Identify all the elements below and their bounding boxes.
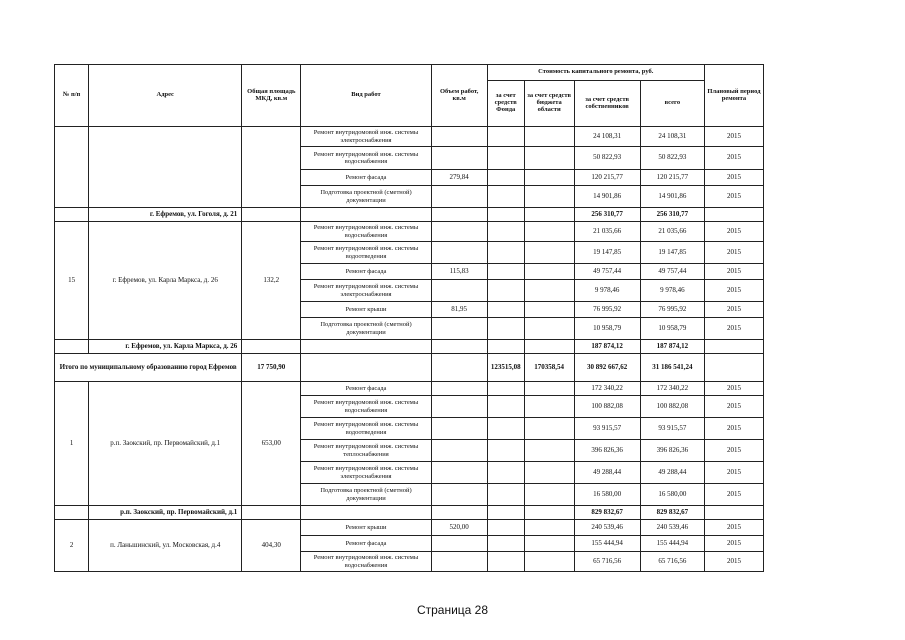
cell-period: 2015 (704, 280, 763, 302)
subtotal-row (55, 208, 764, 222)
cell-budget (524, 186, 574, 208)
cell-total: 155 444,94 (640, 536, 704, 552)
subtotal-address: г. Ефремов, ул. Карла Маркса, д. 26 (89, 340, 242, 354)
cell-total: 16 580,00 (640, 484, 704, 506)
cell-owners: 21 035,66 (574, 222, 640, 242)
cell-period (704, 506, 763, 520)
col-total-header: всего (640, 81, 704, 127)
col-work-type-header: Вид работ (301, 65, 431, 127)
cell-area (242, 127, 301, 208)
municipality-total-total: 31 186 541,24 (640, 354, 704, 382)
municipality-total-area: 17 750,90 (242, 354, 301, 382)
cell-address: г. Ефремов, ул. Карла Маркса, д. 26 (89, 222, 242, 340)
cell-period: 2015 (704, 127, 763, 147)
cell-total: 65 716,56 (640, 552, 704, 572)
cell-budget (524, 552, 574, 572)
cell-volume (431, 418, 487, 440)
cell-fund (487, 506, 524, 520)
col-num-header: № п/п (55, 65, 89, 127)
cell-fund (487, 536, 524, 552)
cell-fund (487, 208, 524, 222)
municipality-total-fund: 123515,08 (487, 354, 524, 382)
cell-budget (524, 208, 574, 222)
cell-period: 2015 (704, 147, 763, 170)
cell-budget (524, 506, 574, 520)
cell-volume (431, 340, 487, 354)
cell-volume (431, 354, 487, 382)
cell-period (704, 340, 763, 354)
cell-total: 120 215,77 (640, 170, 704, 186)
cell-period: 2015 (704, 418, 763, 440)
cell-budget (524, 536, 574, 552)
cell-total: 10 958,79 (640, 318, 704, 340)
cell-volume: 81,95 (431, 302, 487, 318)
cell-owners: 19 147,85 (574, 242, 640, 264)
cell-owners: 50 822,93 (574, 147, 640, 170)
cell-fund (487, 302, 524, 318)
cell-budget (524, 396, 574, 418)
cell-fund (487, 170, 524, 186)
page-number: Страница 28 (416, 603, 489, 617)
cell-work: Ремонт внутридомовой инж. системы электроснабжения (301, 280, 431, 302)
cell-volume (431, 536, 487, 552)
cell-budget (524, 382, 574, 396)
cell-budget (524, 147, 574, 170)
cell-volume (431, 440, 487, 462)
cell-fund (487, 440, 524, 462)
cell-volume: 115,83 (431, 264, 487, 280)
cell-volume (431, 186, 487, 208)
capital-repair-table (54, 64, 764, 572)
cell-volume (431, 242, 487, 264)
cell-total: 50 822,93 (640, 147, 704, 170)
cell-volume: 279,84 (431, 170, 487, 186)
cell-address: п. Ланьшинский, ул. Московская, д.4 (89, 520, 242, 572)
cell-work: Ремонт внутридомовой инж. системы теплоснабжения (301, 440, 431, 462)
cell-work: Ремонт фасада (301, 170, 431, 186)
cell-period (704, 354, 763, 382)
cell-work: Ремонт фасада (301, 536, 431, 552)
cell-work: Ремонт внутридомовой инж. системы электроснабжения (301, 462, 431, 484)
cell-work (301, 354, 431, 382)
cell-volume: 520,00 (431, 520, 487, 536)
cell-budget (524, 462, 574, 484)
cell-work (301, 506, 431, 520)
cell-budget (524, 242, 574, 264)
col-period-header: Плановый период ремонта (704, 65, 763, 127)
cell-volume (431, 396, 487, 418)
cell-fund (487, 340, 524, 354)
cell-work: Подготовка проектной (сметной) документации (301, 484, 431, 506)
subtotal-row (55, 340, 764, 354)
table-row (55, 222, 764, 242)
cell-address (89, 127, 242, 208)
cell-budget (524, 264, 574, 280)
cell-volume (431, 147, 487, 170)
cell-fund (487, 462, 524, 484)
cell-period: 2015 (704, 484, 763, 506)
cell-volume (431, 506, 487, 520)
subtotal-owners: 829 832,67 (574, 506, 640, 520)
cell-fund (487, 147, 524, 170)
subtotal-address: р.п. Заокский, пр. Первомайский, д.1 (89, 506, 242, 520)
cell-total: 14 901,86 (640, 186, 704, 208)
subtotal-row (55, 506, 764, 520)
cell-owners: 9 978,46 (574, 280, 640, 302)
cell-period: 2015 (704, 222, 763, 242)
cell-work: Ремонт внутридомовой инж. системы водоснабжения (301, 396, 431, 418)
cell-total: 49 288,44 (640, 462, 704, 484)
cell-period: 2015 (704, 520, 763, 536)
cell-owners: 100 882,08 (574, 396, 640, 418)
cell-fund (487, 484, 524, 506)
cell-period (704, 208, 763, 222)
cell-total: 21 035,66 (640, 222, 704, 242)
cell-period: 2015 (704, 318, 763, 340)
subtotal-total: 187 874,12 (640, 340, 704, 354)
cell-period: 2015 (704, 302, 763, 318)
table-row (55, 382, 764, 396)
subtotal-owners: 187 874,12 (574, 340, 640, 354)
cell-volume (431, 382, 487, 396)
subtotal-address: г. Ефремов, ул. Гоголя, д. 21 (89, 208, 242, 222)
cell-num (55, 208, 89, 222)
cell-owners: 93 915,57 (574, 418, 640, 440)
cell-period: 2015 (704, 264, 763, 280)
cell-budget (524, 222, 574, 242)
subtotal-total: 256 310,77 (640, 208, 704, 222)
cell-owners: 49 288,44 (574, 462, 640, 484)
cell-work: Ремонт внутридомовой инж. системы водоснабжения (301, 552, 431, 572)
cell-total: 396 826,36 (640, 440, 704, 462)
col-cost-group-header: Стоимость капитального ремонта, руб. (487, 65, 704, 81)
cell-period: 2015 (704, 536, 763, 552)
cell-area (242, 208, 301, 222)
cell-area: 653,00 (242, 382, 301, 506)
cell-work: Подготовка проектной (сметной) документации (301, 186, 431, 208)
cell-area: 404,30 (242, 520, 301, 572)
cell-period: 2015 (704, 396, 763, 418)
cell-budget (524, 440, 574, 462)
cell-owners: 172 340,22 (574, 382, 640, 396)
cell-work (301, 208, 431, 222)
cell-owners: 120 215,77 (574, 170, 640, 186)
cell-volume (431, 552, 487, 572)
table-row (55, 520, 764, 536)
cell-budget (524, 418, 574, 440)
cell-num (55, 127, 89, 208)
cell-total: 9 978,46 (640, 280, 704, 302)
cell-num: 15 (55, 222, 89, 340)
cell-fund (487, 264, 524, 280)
cell-owners: 16 580,00 (574, 484, 640, 506)
municipality-total-label: Итого по муниципальному образованию город Ефремов (55, 354, 242, 382)
cell-fund (487, 396, 524, 418)
cell-work: Ремонт внутридомовой инж. системы водоснабжения (301, 222, 431, 242)
cell-num (55, 340, 89, 354)
cell-budget (524, 302, 574, 318)
cell-fund (487, 127, 524, 147)
cell-volume (431, 484, 487, 506)
col-budget-header: за счет средств бюджета области (524, 81, 574, 127)
cell-fund (487, 520, 524, 536)
cell-owners: 76 995,92 (574, 302, 640, 318)
cell-budget (524, 280, 574, 302)
cell-area (242, 340, 301, 354)
cell-volume (431, 127, 487, 147)
cell-area (242, 506, 301, 520)
cell-volume (431, 280, 487, 302)
header-row-1 (55, 65, 764, 81)
cell-volume (431, 208, 487, 222)
col-fund-header: за счет средств Фонда (487, 81, 524, 127)
cell-owners: 240 539,46 (574, 520, 640, 536)
col-owners-header: за счет средств собственников (574, 81, 640, 127)
cell-total: 49 757,44 (640, 264, 704, 280)
cell-fund (487, 318, 524, 340)
cell-period: 2015 (704, 462, 763, 484)
cell-period: 2015 (704, 170, 763, 186)
col-volume-header: Объем работ, кв.м (431, 65, 487, 127)
cell-fund (487, 280, 524, 302)
cell-budget (524, 340, 574, 354)
cell-work: Ремонт фасада (301, 382, 431, 396)
cell-budget (524, 484, 574, 506)
cell-work: Ремонт крыши (301, 520, 431, 536)
municipality-total-owners: 30 892 667,62 (574, 354, 640, 382)
cell-owners: 155 444,94 (574, 536, 640, 552)
cell-volume (431, 318, 487, 340)
cell-work: Ремонт внутридомовой инж. системы водоотведения (301, 418, 431, 440)
cell-fund (487, 552, 524, 572)
cell-work: Ремонт внутридомовой инж. системы электроснабжения (301, 127, 431, 147)
table-row (55, 127, 764, 147)
cell-owners: 65 716,56 (574, 552, 640, 572)
municipality-total-budget: 170358,54 (524, 354, 574, 382)
cell-total: 93 915,57 (640, 418, 704, 440)
cell-owners: 396 826,36 (574, 440, 640, 462)
cell-owners: 10 958,79 (574, 318, 640, 340)
cell-period: 2015 (704, 186, 763, 208)
cell-total: 24 108,31 (640, 127, 704, 147)
cell-total: 172 340,22 (640, 382, 704, 396)
cell-fund (487, 382, 524, 396)
cell-fund (487, 242, 524, 264)
cell-total: 100 882,08 (640, 396, 704, 418)
cell-period: 2015 (704, 242, 763, 264)
cell-period: 2015 (704, 382, 763, 396)
cell-owners: 14 901,86 (574, 186, 640, 208)
cell-volume (431, 222, 487, 242)
subtotal-owners: 256 310,77 (574, 208, 640, 222)
cell-total: 240 539,46 (640, 520, 704, 536)
cell-fund (487, 418, 524, 440)
cell-period: 2015 (704, 440, 763, 462)
cell-budget (524, 127, 574, 147)
cell-work: Ремонт внутридомовой инж. системы водоотведения (301, 242, 431, 264)
cell-budget (524, 520, 574, 536)
col-area-header: Общая площадь МКД, кв.м (242, 65, 301, 127)
cell-work (301, 340, 431, 354)
cell-fund (487, 186, 524, 208)
cell-work: Ремонт фасада (301, 264, 431, 280)
cell-work: Подготовка проектной (сметной) документации (301, 318, 431, 340)
cell-owners: 49 757,44 (574, 264, 640, 280)
cell-address: р.п. Заокский, пр. Первомайский, д.1 (89, 382, 242, 506)
municipality-total-row (55, 354, 764, 382)
cell-owners: 24 108,31 (574, 127, 640, 147)
cell-num (55, 506, 89, 520)
cell-work: Ремонт крыши (301, 302, 431, 318)
cell-total: 76 995,92 (640, 302, 704, 318)
cell-budget (524, 318, 574, 340)
cell-num: 2 (55, 520, 89, 572)
cell-period: 2015 (704, 552, 763, 572)
cell-num: 1 (55, 382, 89, 506)
cell-volume (431, 462, 487, 484)
cell-fund (487, 222, 524, 242)
cell-area: 132,2 (242, 222, 301, 340)
cell-total: 19 147,85 (640, 242, 704, 264)
subtotal-total: 829 832,67 (640, 506, 704, 520)
col-address-header: Адрес (89, 65, 242, 127)
cell-work: Ремонт внутридомовой инж. системы водоснабжения (301, 147, 431, 170)
cell-budget (524, 170, 574, 186)
